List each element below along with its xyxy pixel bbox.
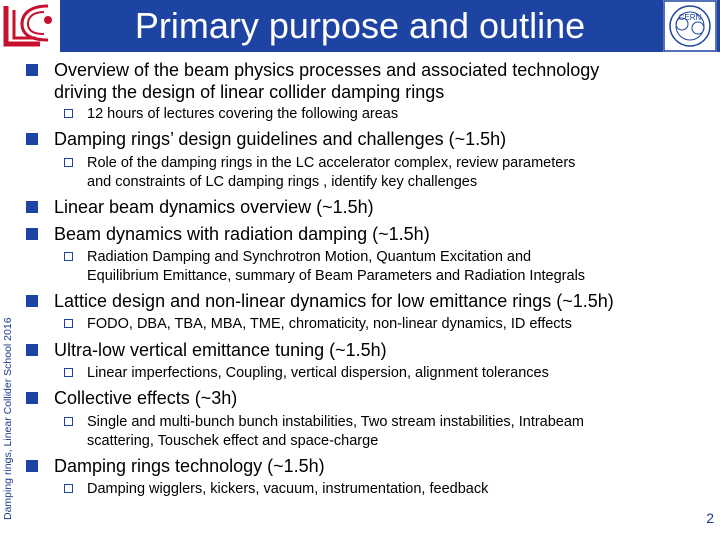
square-bullet-icon — [26, 344, 38, 356]
sidebar-footer-text: Damping rings, Linear Collider School 2016 — [2, 317, 14, 520]
square-bullet-icon — [26, 460, 38, 472]
institution-logo — [0, 0, 60, 57]
square-bullet-icon — [26, 201, 38, 213]
page-title: Primary purpose and outline — [134, 5, 586, 46]
cern-logo — [663, 0, 717, 52]
square-bullet-icon — [26, 392, 38, 404]
checkbox-bullet-icon — [64, 368, 73, 377]
checkbox-bullet-icon — [64, 109, 73, 118]
checkbox-bullet-icon — [64, 484, 73, 493]
page-number: 2 — [706, 510, 714, 526]
checkbox-bullet-icon — [64, 252, 73, 261]
square-bullet-icon — [26, 133, 38, 145]
square-bullet-icon — [26, 228, 38, 240]
square-bullet-icon — [26, 295, 38, 307]
svg-text:CERN: CERN — [678, 13, 702, 22]
square-bullet-icon — [26, 64, 38, 76]
checkbox-bullet-icon — [64, 417, 73, 426]
checkbox-bullet-icon — [64, 158, 73, 167]
checkbox-bullet-icon — [64, 319, 73, 328]
